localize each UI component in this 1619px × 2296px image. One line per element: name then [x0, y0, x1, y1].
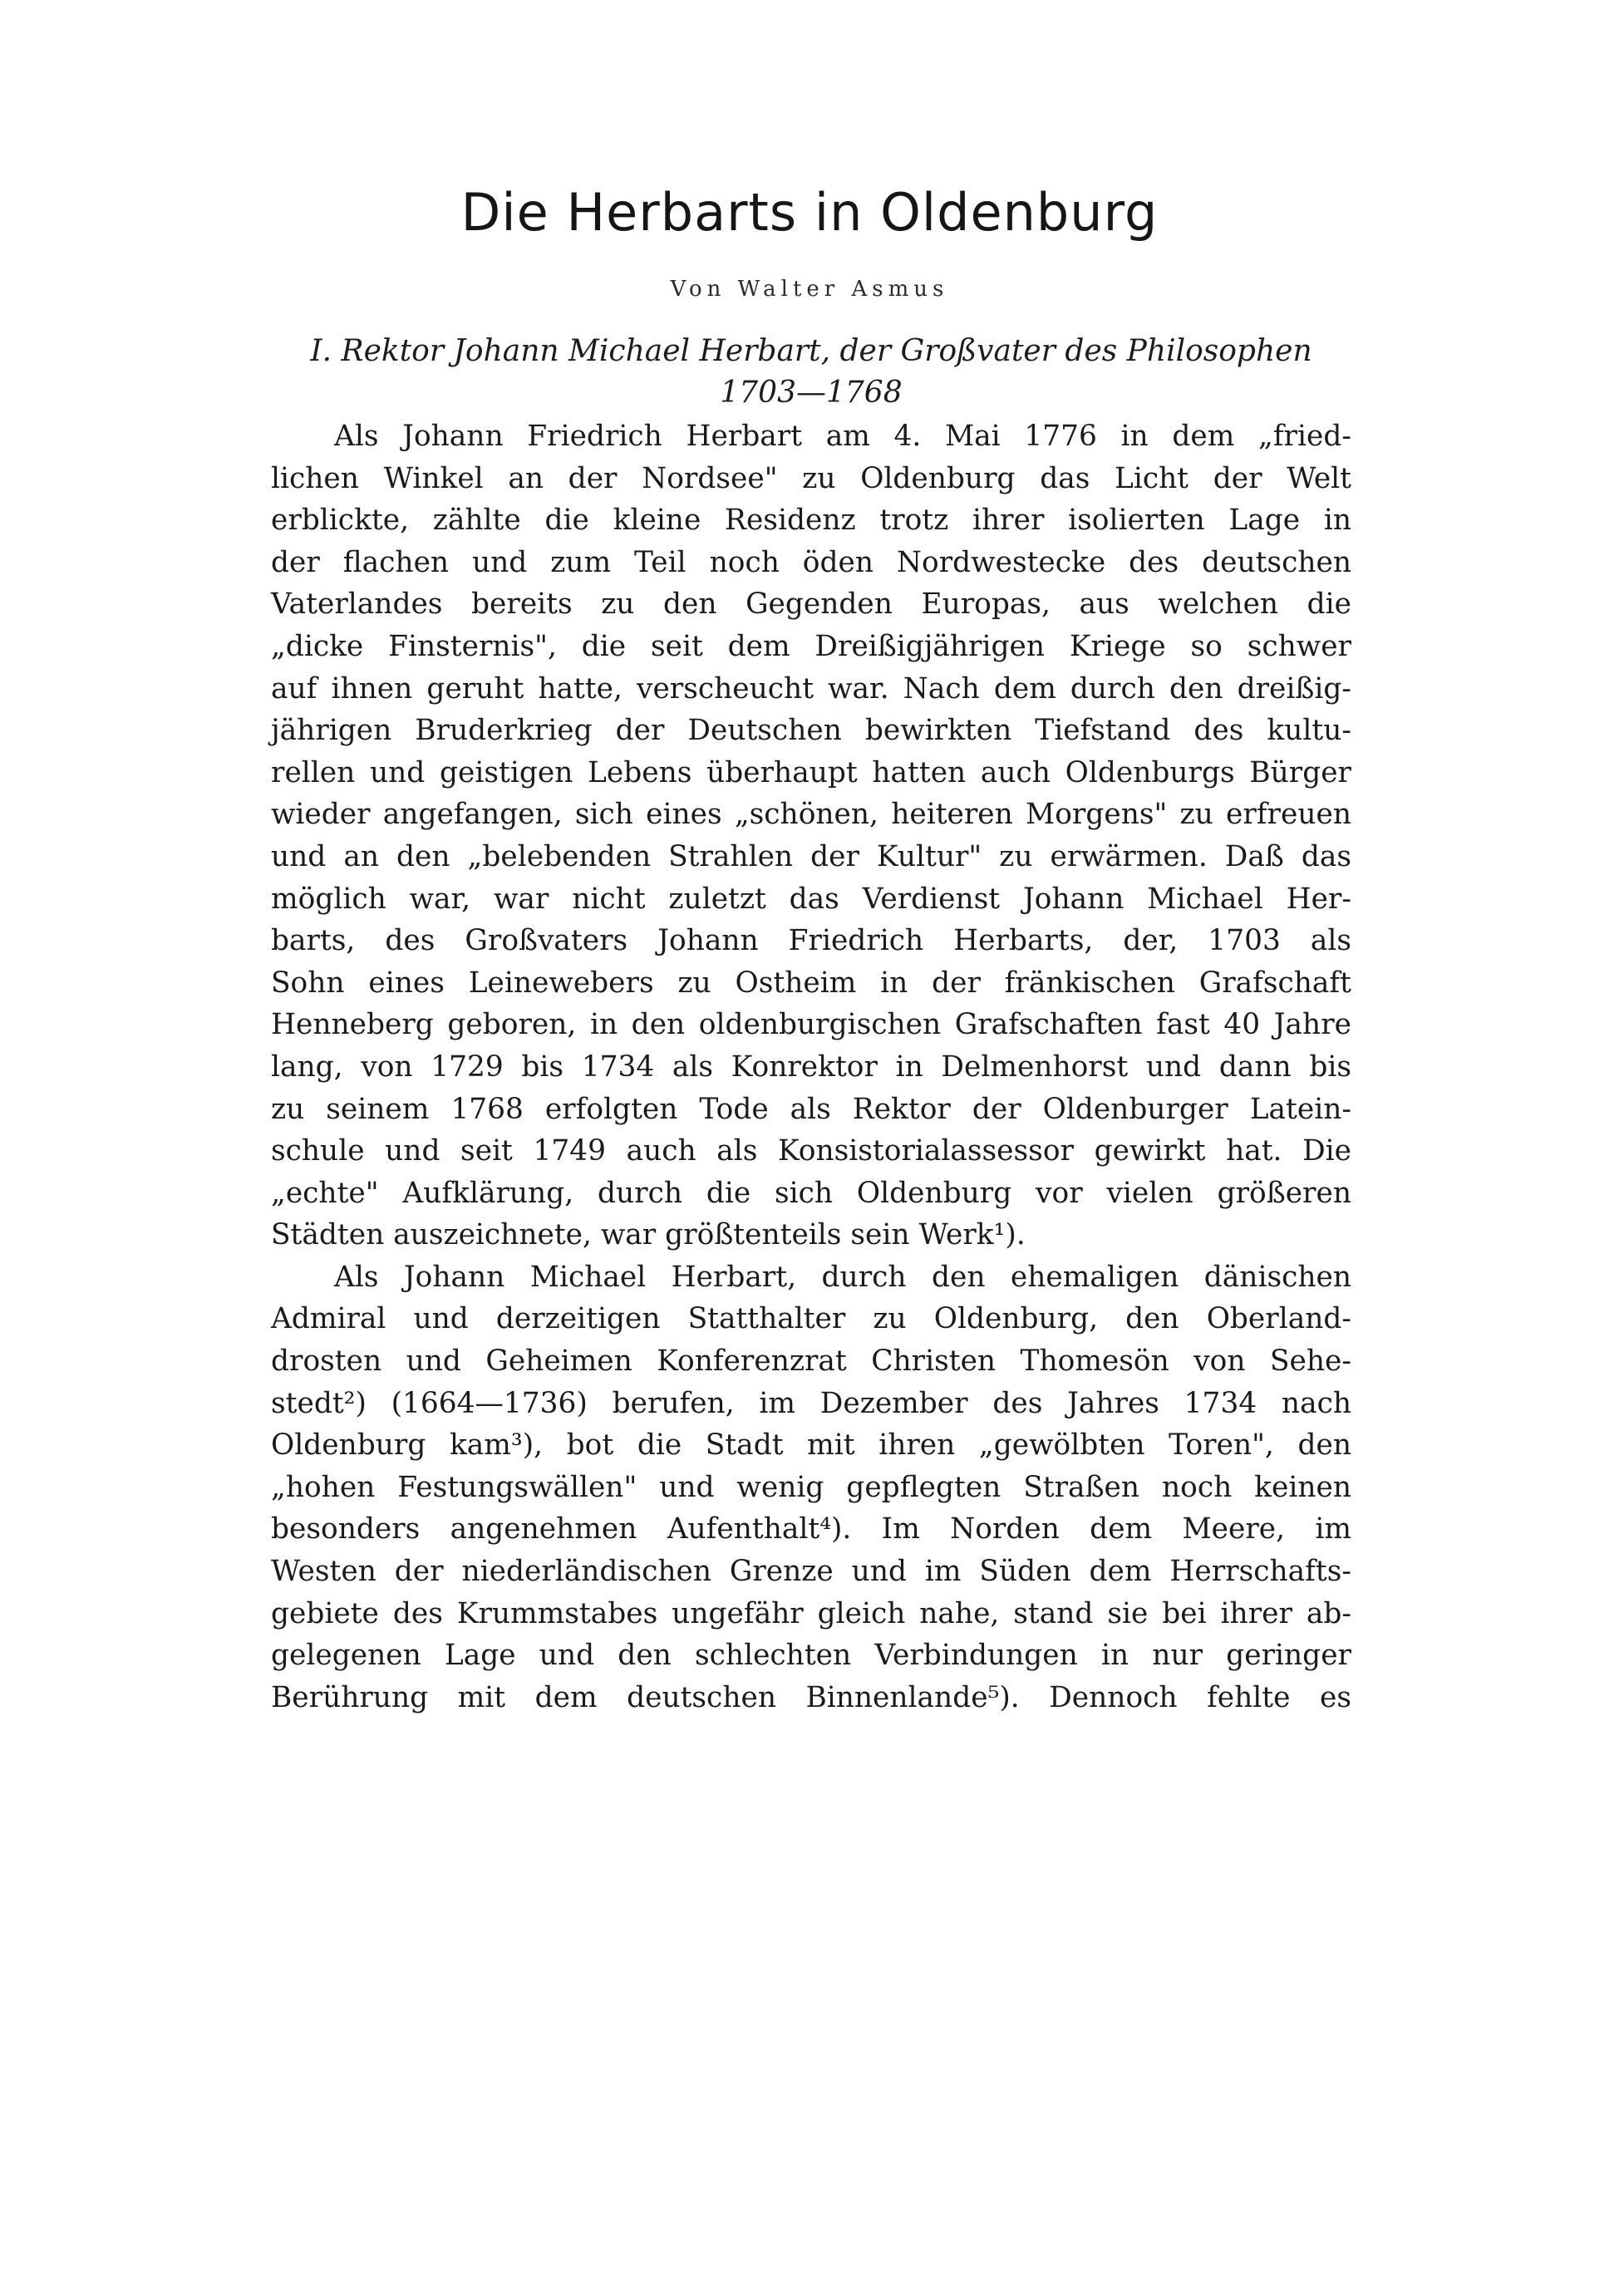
text-line: erblickte, zählte die kleine Residenz trotz ihrer isolierten Lage in [271, 504, 1351, 538]
text-line: besonders angenehmen Aufenthalt⁴). Im Norden dem Meere, im [271, 1512, 1351, 1546]
text-line: Vaterlandes bereits zu den Gegenden Europas, aus welchen die [271, 588, 1351, 622]
author-byline: Von Walter Asmus [670, 277, 949, 302]
text-line: und an den „belebenden Strahlen der Kultur" zu erwärmen. Daß das [271, 839, 1351, 873]
section-heading-dates: 1703—1768 [720, 376, 903, 410]
text-line: Berührung mit dem deutschen Binnenlande⁵). Dennoch fehlte es [271, 1680, 1351, 1714]
text-line: jährigen Bruderkrieg der Deutschen bewirkten Tiefstand des kultu- [271, 714, 1351, 748]
text-line: „dicke Finsternis", die seit dem Dreißigjährigen Kriege so schwer [271, 629, 1351, 663]
text-line: Städten auszeichnete, war größtenteils sein Werk¹). [271, 1218, 1026, 1252]
text-line: „hohen Festungswällen" und wenig gepflegten Straßen noch keinen [271, 1470, 1351, 1504]
body-text [271, 415, 1351, 1718]
text-line: gebiete des Krummstabes ungefähr gleich nahe, stand sie bei ihrer ab- [271, 1596, 1351, 1630]
text-line: wieder angefangen, sich eines „schönen, heiteren Morgens" zu erfreuen [271, 798, 1351, 832]
paragraph-1 [271, 415, 1351, 1256]
text-line: der flachen und zum Teil noch öden Nordwestecke des deutschen [271, 545, 1351, 579]
text-line: Westen der niederländischen Grenze und im Süden dem Herrschafts- [271, 1555, 1351, 1589]
text-line: Admiral und derzeitigen Statthalter zu Oldenburg, den Oberland- [271, 1302, 1351, 1336]
text-line: Oldenburg kam³), bot die Stadt mit ihren „gewölbten Toren", den [271, 1428, 1351, 1463]
text-line: „echte" Aufklärung, durch die sich Oldenburg vor vielen größeren [271, 1176, 1351, 1210]
section-heading-title: I. Rektor Johann Michael Herbart, der Großvater des Philosophen [310, 334, 1312, 368]
section-heading [271, 331, 1351, 414]
text-line: Henneberg geboren, in den oldenburgischen Grafschaften fast 40 Jahre [271, 1008, 1351, 1042]
paragraph-2 [271, 1256, 1351, 1719]
text-line: Als Johann Michael Herbart, durch den ehemaligen dänischen [334, 1260, 1351, 1294]
text-line: möglich war, war nicht zuletzt das Verdienst Johann Michael Her- [271, 882, 1351, 916]
text-line: zu seinem 1768 erfolgten Tode als Rektor der Oldenburger Latein- [271, 1092, 1351, 1126]
text-line: drosten und Geheimen Konferenzrat Christen Thomesön von Sehe- [271, 1345, 1351, 1379]
document-title: Die Herbarts in Oldenburg [460, 182, 1159, 243]
text-line: stedt²) (1664—1736) berufen, im Dezember des Jahres 1734 nach [271, 1386, 1351, 1420]
text-line: gelegenen Lage und den schlechten Verbindungen in nur geringer [271, 1639, 1351, 1673]
text-line: Als Johann Friedrich Herbart am 4. Mai 1776 in dem „fried- [334, 420, 1351, 453]
text-line: Sohn eines Leinewebers zu Ostheim in der fränkischen Grafschaft [271, 966, 1351, 1000]
text-line: auf ihnen geruht hatte, verscheucht war. Nach dem durch den dreißig- [271, 671, 1351, 706]
text-line: rellen und geistigen Lebens überhaupt hatten auch Oldenburgs Bürger [271, 755, 1351, 789]
text-line: barts, des Großvaters Johann Friedrich Herbarts, der, 1703 als [271, 924, 1351, 958]
text-line: lang, von 1729 bis 1734 als Konrektor in Delmenhorst und dann bis [271, 1050, 1351, 1084]
text-line: lichen Winkel an der Nordsee" zu Oldenburg das Licht der Welt [271, 461, 1351, 495]
text-line: schule und seit 1749 auch als Konsistorialassessor gewirkt hat. Die [271, 1134, 1351, 1168]
